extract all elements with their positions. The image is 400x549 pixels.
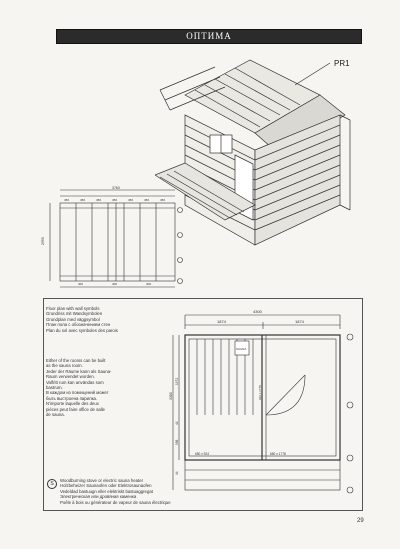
roof-plan-drawing	[40, 185, 190, 300]
door-right-label: 650 x 1778	[270, 452, 286, 456]
note-line: as the sauna room.	[46, 363, 83, 369]
caption-line: План пола с обозначением стен	[46, 322, 111, 328]
note-line: de sauna.	[46, 412, 65, 418]
dim-956-label: 956	[175, 439, 179, 445]
floor-plan-drawing	[165, 305, 360, 505]
floor-plan-caption	[46, 306, 118, 333]
overall-width-label: 4300	[253, 309, 262, 314]
plan-segment-label-1: 456	[64, 198, 70, 202]
legend-line: Vedeldad bastuugn eller elektriskt bastuaggregat	[60, 488, 153, 494]
plan-bottom-label-3: 400	[146, 282, 152, 286]
plan-segment-label-2: 456	[80, 198, 86, 202]
door-left-label: 650 x 924	[195, 452, 210, 456]
sauna-symbol-icon: S	[47, 479, 57, 489]
page-number: 29	[357, 518, 364, 524]
title-bar	[56, 29, 362, 44]
note-line: Valfritt rum kan användas som	[46, 379, 104, 385]
window-label: 936 x 1778	[258, 385, 262, 400]
note-line: В каждом из помещений может	[46, 390, 109, 396]
note-line: Jeder der Räume kann als Sauna-	[46, 368, 112, 374]
caption-line: Grundplan med väggsymbol	[46, 316, 100, 322]
note-line: bastrum.	[46, 385, 63, 391]
note-line: pièces peut faire office de salle	[46, 406, 105, 412]
caption-line: Plan du sol avec symboles des parois	[46, 327, 118, 333]
note-line: Raum verwendet worden.	[46, 374, 95, 380]
plan-bottom-label-1: 400	[78, 282, 84, 286]
dim-44a-label: 44	[175, 421, 179, 425]
legend-line: Woodburning stove or electric sauna heater	[60, 478, 144, 483]
plan-segment-label-3: 456	[96, 198, 102, 202]
plan-depth-label: 2990	[41, 237, 45, 245]
plan-segment-label-6: 456	[144, 198, 150, 202]
caption-line: Floor plan with wall symbols	[46, 306, 100, 311]
plan-segment-label-5: 456	[128, 198, 134, 202]
overall-depth-label: 3380	[169, 392, 173, 400]
stove-label: SAUNA	[236, 347, 247, 351]
legend-line: Holzbeheizer Saunaofen oder Elektrosaunaofen	[60, 483, 152, 489]
plan-segment-label-7: 456	[160, 198, 166, 202]
right-room-width-label: 1874	[295, 319, 304, 324]
note-line: N'importe laquelle des deux	[46, 401, 99, 407]
dim-44b-label: 44	[175, 471, 179, 475]
dim-1972-label: 1972	[175, 377, 179, 385]
note-line: быть выстроена парилка.	[46, 395, 98, 401]
legend-line: Электрическая или дровяная каменка	[60, 494, 137, 500]
left-room-width-label: 1874	[217, 319, 226, 324]
plan-width-label: 3760	[112, 186, 120, 190]
callout-pr1: PR1	[334, 59, 350, 68]
note-line: Either of the rooms can be built	[46, 358, 106, 363]
sauna-legend	[60, 478, 171, 505]
sauna-note	[46, 358, 111, 417]
legend-line: Poêle à bois ou générateur de vapeur de sauna électrique	[60, 499, 171, 505]
plan-segment-label-4: 456	[112, 198, 118, 202]
page-title: ОПТИМА	[186, 31, 232, 41]
caption-line: Grundriss mit Wandsymbolen	[46, 311, 103, 317]
plan-bottom-label-2: 400	[112, 282, 118, 286]
